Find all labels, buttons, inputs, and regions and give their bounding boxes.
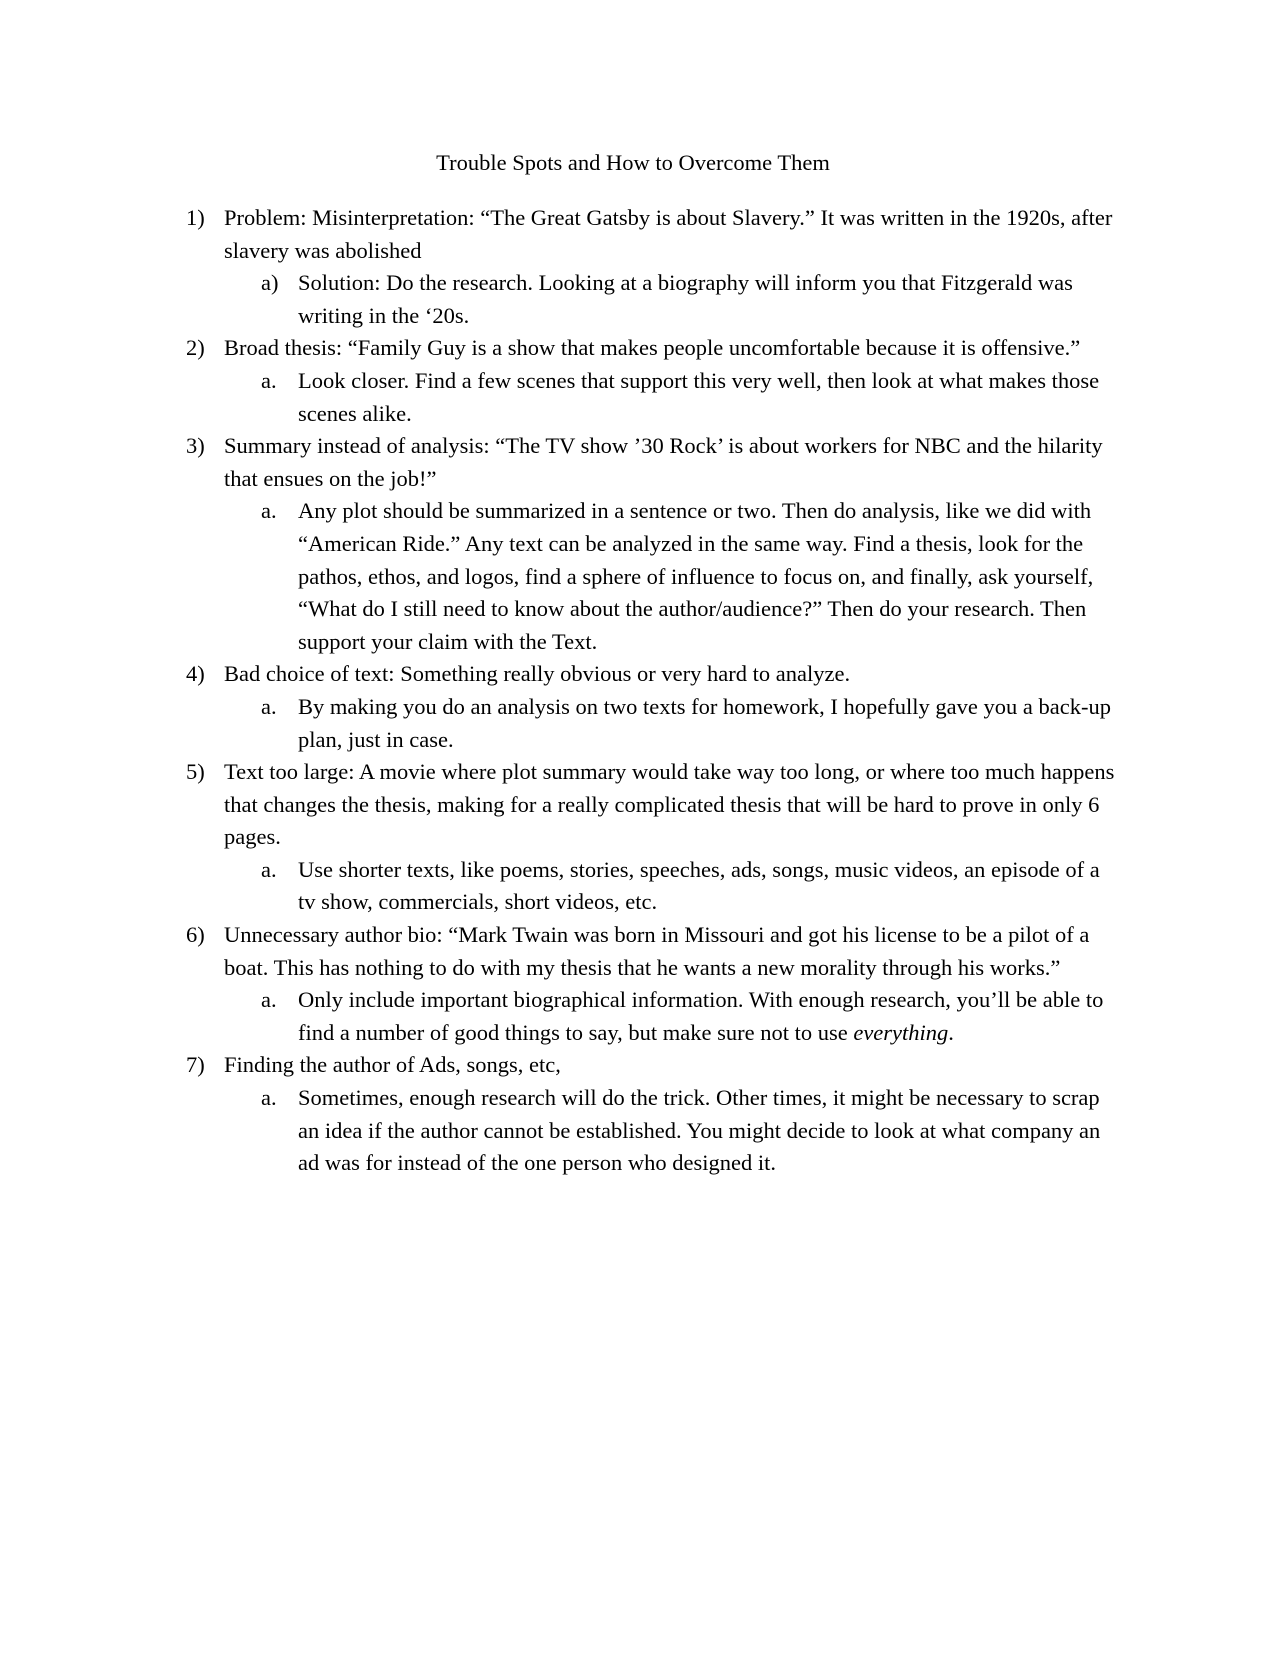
item-text: Problem: Misinterpretation: “The Great Gatsby is about Slavery.” It was written in the 1920s, after slavery was abolished — [224, 205, 1113, 263]
item-number: 1) — [186, 205, 205, 230]
item-text: Unnecessary author bio: “Mark Twain was born in Missouri and got his license to be a pilot of a boat. This has nothing to do with my thesis that he wants a new morality through his works.” — [224, 922, 1090, 980]
item-number: 5) — [186, 759, 205, 785]
list-item — [180, 756, 1120, 919]
sub-list — [224, 495, 1120, 658]
item-number: 4) — [186, 661, 205, 687]
item-number: 7) — [186, 1052, 205, 1078]
document-title: Trouble Spots and How to Overcome Them — [436, 150, 830, 175]
sub-item-text: Sometimes, enough research will do the trick. Other times, it might be necessary to scrap an idea if the author cannot be established. You might decide to look at what company an ad was for instead of the one person who designed it. — [298, 1085, 1101, 1176]
item-text: Text too large: A movie where plot summary would take way too long, or where too much happens that changes the thesis, making for a really complicated thesis that will be hard to prove in only 6 pages. — [224, 759, 1115, 850]
sub-list — [224, 854, 1120, 919]
item-text: Finding the author of Ads, songs, etc, — [224, 1052, 561, 1078]
list-item — [180, 202, 1120, 332]
item-number: 2) — [186, 335, 205, 361]
sub-list-item — [224, 854, 1120, 919]
list-item — [180, 332, 1120, 430]
sub-item-text: Use shorter texts, like poems, stories, speeches, ads, songs, music videos, an episode of a tv show, commercials, short videos, etc. — [298, 856, 1100, 915]
sub-list — [224, 365, 1120, 430]
sub-list-item — [224, 495, 1120, 658]
sub-list-item — [224, 1082, 1120, 1180]
sub-item-text: Solution: Do the research. Looking at a biography will inform you that Fitzgerald was writing in the ‘20s. — [298, 270, 1073, 328]
sub-item-marker: a. — [261, 1085, 277, 1111]
item-text: Bad choice of text: Something really obvious or very hard to analyze. — [224, 661, 851, 687]
sub-item-marker: a. — [261, 987, 277, 1013]
list-item — [180, 919, 1120, 1049]
sub-item-text: Any plot should be summarized in a sentence or two. Then do analysis, like we did with “American Ride.” Any text can be analyzed in the same way. Find a thesis, look for the pathos, ethos, and logos, find a sphere of influence to focus on, and finally, ask yourself, “What do I still need to know about the author/audience?” Then do your research. Then support your claim with the Text. — [298, 498, 1094, 654]
sub-list-item — [224, 984, 1120, 1049]
sub-list — [224, 1082, 1120, 1180]
sub-item-text: By making you do an analysis on two texts for homework, I hopefully gave you a back-up plan, just in case. — [298, 693, 1111, 752]
sub-list-item — [224, 267, 1120, 332]
sub-item-marker: a) — [261, 270, 279, 296]
item-number: 6) — [186, 922, 205, 948]
list-item — [180, 430, 1120, 658]
sub-item-text: Only include important biographical information. With enough research, you’ll be able to find a number of good things to say, but make sure not to use — [298, 987, 1104, 1045]
sub-item-marker: a. — [261, 693, 277, 719]
sub-list — [224, 984, 1120, 1049]
sub-list — [224, 267, 1120, 332]
sub-item-marker: a. — [261, 498, 277, 524]
list-item — [180, 1049, 1120, 1179]
item-text: Broad thesis: “Family Guy is a show that makes people uncomfortable because it is offensive.” — [224, 335, 1081, 361]
item-text: Summary instead of analysis: “The TV show ’30 Rock’ is about workers for NBC and the hilarity that ensues on the job!” — [224, 433, 1103, 491]
sub-list-item — [224, 365, 1120, 430]
sub-item-marker: a. — [261, 856, 277, 882]
sub-list — [224, 691, 1120, 756]
sub-item-emphasis: everything — [853, 1019, 949, 1045]
trouble-spots-list — [180, 202, 1120, 1180]
sub-list-item — [224, 691, 1120, 756]
sub-item-tail: . — [948, 1019, 954, 1045]
list-item — [180, 658, 1120, 756]
sub-item-text: Look closer. Find a few scenes that support this very well, then look at what makes those scenes alike. — [298, 367, 1100, 426]
sub-item-marker: a. — [261, 367, 277, 393]
item-number: 3) — [186, 433, 205, 459]
